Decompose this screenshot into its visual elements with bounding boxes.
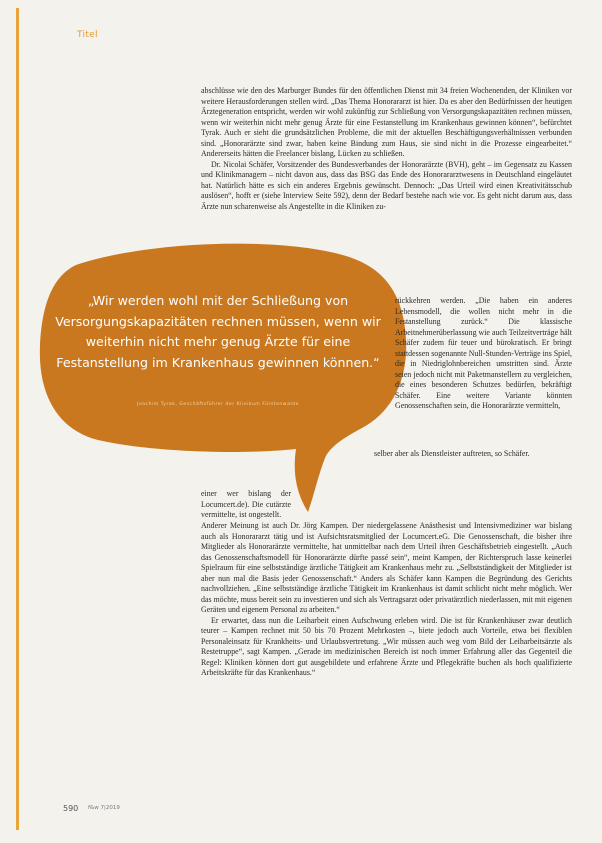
paragraph: Dr. Nicolai Schäfer, Vorsitzender des Bundesverbandes der Honorarärzte (BVH), geht – im Gegensatz zu Kassen und Klinikmanagern – nicht davon aus, dass das BSG das Ende des Honorararztwesens in Deutschland eingeläutet hat. Natürlich hätte es sich ein anderes Ergebnis gewünscht. Dennoch: „Das Urteil wird einen Kreativitätsschub auslösen“, hofft er (siehe Interview Seite 592), denn der Bedarf bestehe nach wie vor. Es geht nicht darum aus, dass Ärzte nun scharenweise als Angestellte in die Kliniken zu- [201,159,572,211]
paragraph: Er erwartet, dass nun die Leiharbeit einen Aufschwung erleben wird. Die ist für Krankenhäuser zwar deutlich teurer – Kampen rechnet mit 50 bis 70 Prozent Mehrkosten –, biete jedoch auch Vorteile, etwa bei flexiblen Personaleinsatz für Krankheits- und Urlaubsvertretung. „Wir müssen auch weg vom Bild der Leiharbeitsärzte als Restetruppe“, sagt Kampen. „Gerade im medizinischen Bereich ist noch immer Erfahrung aller das Gegenteil die Regel: Kliniken können dort gut ausgebildete und erfahrene Ärzte und Pflegekräfte buchen als hoch qualifizierte Arbeitskräfte für das Krankenhaus.“ [201,615,572,677]
page-number: 590 [63,804,79,813]
paragraph: Anderer Meinung ist auch Dr. Jörg Kampen. Der niedergelassene Anästhesist und Intensivmediziner war bislang auch als Honorararzt tätig und ist Aufsichtsratsmitglied der Locumcert.eG. Die Genossenschaft, die bisher ihre Mitglieder als Honorarärzte vermittelte, hat unmittelbar nach dem Urteil ihren Geschäftsbetrieb eingestellt. „Auch das Genossenschaftsmodell für Honorarärzte dürfte passé sein“, meint Kampen, der Richterspruch lasse keinerlei Spielraum für eine selbstständige ärztliche Tätigkeit am Krankenhaus mehr zu. „Selbstständigkeit der Mitglieder ist aber nun mal die Basis jeder Genossenschaft.“ Anders als Schäfer kann Kampen die Begründung des Gerichts nachvollziehen. „Eine selbstständige ärztliche Tätigkeit im Krankenhaus ist damit schlicht nicht mehr möglich. Wer das möchte, muss bereit sein zu investieren und sich als Vertragsarzt oder privatärztlich niederlassen, mit mit eigenen Geräten und eigenem Personal zu arbeiten.“ [201,521,572,614]
article-text-side [201,489,291,521]
paragraph: abschlüsse wie den des Marburger Bundes für den öffentlichen Dienst mit 34 freien Wochenenden, der Kliniken vor weitere Herausforderungen stellen wird. „Das Thema Honorararzt ist hier. Da es aber den Bedürfnissen der heutigen Ärztegeneration entspricht, werden wir wohl zukünftig zur Schließung von Versorgungskapazitäten rechnen müssen, wenn wir weiterhin nicht mehr genug Ärzte für eine Festanstellung im Krankenhaus gewinnen können“, befürchtet Tyrak. Auch er sieht die grundsätzlichen Probleme, die mit der aktuellen Beschäftigungsverhältnissen verbunden sind. „Honorarärzte sind zwar, haben keine Bindung zum Haus, sie sind nicht in die Prozesse eingearbeitet.“ Andererseits hätten die Freelancer bislang, Lücken zu schließen. [201,86,572,158]
section-label: Titel [77,30,98,40]
article-text-wrap [395,296,572,412]
paragraph: rückkehren werden. „Die haben ein anderes Lebensmodell, die wollen nicht mehr in die Festanstellung zurück.“ Die klassische Arbeitnehmerüberlassung wie auch Teilzeitverträge hält Schäfer zudem für teuer und bürokratisch. Er bringt stattdessen sogenannte Null-Stunden-Verträge ins Spiel, die in Niedriglohnbereichen umstritten sind. Ärzte seien jedoch nicht mit Paketmanstellern zu vergleichen, die eines besonderen Schutzes bedürfen, bekräftigt Schäfer. Eine weitere Variante könnten Genossenschaften sein, die Honorarärzte vermitteln, [395,296,572,410]
paragraph: selber aber als Dienstleister auftreten, so Schäfer. [374,449,530,458]
article-text-tail [374,449,572,460]
paragraph: einer wer bislang der Locumcert.de). Die cutärzte vermittelte, ist ongestellt. [201,489,291,519]
pull-quote: „Wir werden wohl mit der Schließung von Versorgungskapazitäten rechnen müssen, wenn wir weiterhin nicht mehr genug Ärzte für eine Festanstellung im Krankenhaus gewinnen können.“ [55,293,381,370]
article-text-bottom [201,521,572,679]
journal-name: f&w 7|2019 [88,805,120,811]
quote-attribution: Joachim Tyrak, Geschäftsführer der Klinikum Fürstenwalde [137,402,299,407]
